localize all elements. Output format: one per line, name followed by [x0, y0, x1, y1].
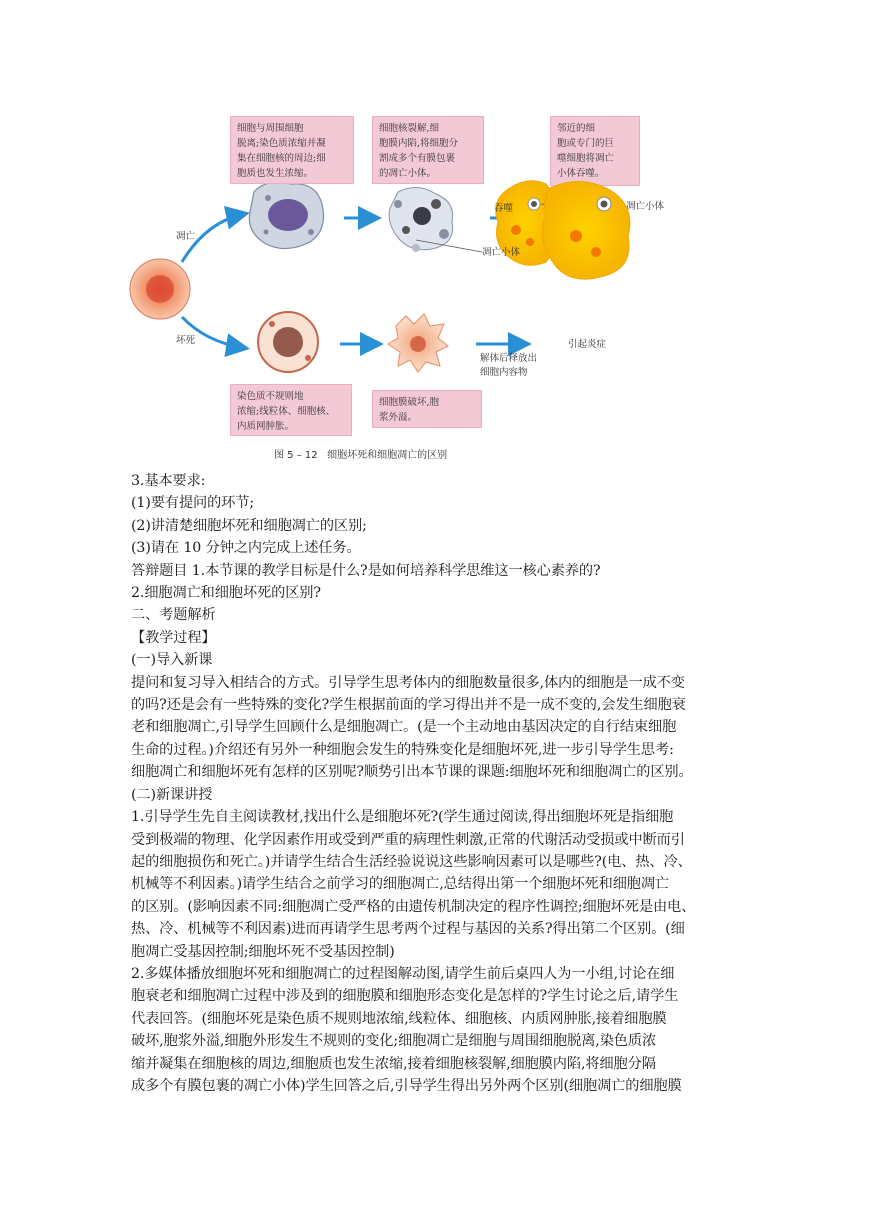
text-line: 提问和复习导入相结合的方式。引导学生思考体内的细胞数量很多,体内的细胞是一成不变: [131, 674, 685, 691]
cell-death-figure: [126, 112, 554, 464]
box-apoptosis-step2: 细胞核裂解,细 胞膜内陷,将细胞分 割成多个有膜包裹 的凋亡小体。: [372, 116, 484, 184]
text-line: 缩并凝集在细胞核的周边,细胞质也发生浓缩,接着细胞核裂解,细胞膜内陷,将细胞分隔: [131, 1055, 656, 1072]
text-line: 3.基本要求:: [131, 473, 206, 489]
phagocyte-extension: [540, 176, 660, 296]
text-line: 生命的过程。)介绍还有另外一种细胞会发生的特殊变化是细胞坏死,进一步引导学生思考:: [131, 741, 674, 758]
label-release-2: 细胞内容物: [480, 367, 528, 378]
text-line: (3)请在 10 分钟之内完成上述任务。: [131, 540, 361, 557]
label-apoptotic-body: 凋亡小体: [482, 247, 521, 258]
label-necrosis: 坏死: [176, 335, 196, 346]
label-apoptosis: 凋亡: [176, 231, 196, 242]
section-heading: 二、考题解析: [131, 607, 216, 624]
original-cell: [130, 259, 190, 319]
text-line: 热、冷、机械等不利因素)进而再请学生思考两个过程与基因的关系?得出第二个区别。(细: [131, 921, 685, 938]
text-line: 细胞凋亡和细胞坏死有怎样的区别呢?顺势引出本节课的课题:细胞坏死和细胞凋亡的区别。: [131, 764, 693, 781]
text-line: 胞衰老和细胞凋亡过程中涉及到的细胞膜和细胞形态变化是怎样的?学生讨论之后,请学生: [131, 988, 679, 1005]
text-line: 答辩题目 1.本节课的教学目标是什么?是如何培养科学思维这一核心素养的?: [131, 562, 601, 579]
burst-cell: [388, 314, 448, 372]
swollen-cell: [258, 312, 318, 372]
text-line: (2)讲清楚细胞坏死和细胞凋亡的区别;: [131, 517, 367, 534]
subsection-heading: (一)导入新课: [131, 652, 213, 669]
text-line: 1.引导学生先自主阅读教材,找出什么是细胞坏死?(学生通过阅读,得出细胞坏死是指细胞: [131, 809, 674, 826]
text-line: 老和细胞凋亡,引导学生回顾什么是细胞凋亡。(是一个主动地由基因决定的自行结束细胞: [131, 719, 677, 736]
text-line: 胞凋亡受基因控制;细胞坏死不受基因控制): [131, 943, 395, 960]
figure-caption: 图 5 – 12 细胞坏死和细胞凋亡的区别: [274, 450, 448, 461]
box-necrosis-step2: 细胞膜破坏,胞 浆外溢。: [372, 390, 482, 428]
text-line: 受到极端的物理、化学因素作用或受到严重的病理性刺激,正常的代谢活动受损或中断而引: [131, 831, 685, 848]
text-line: (1)要有提问的环节;: [131, 495, 255, 512]
condensed-cell: [249, 182, 323, 248]
label-release-1: 解体后释放出: [480, 353, 538, 364]
label-engulf: 吞噬: [494, 203, 514, 214]
label-apoptotic-body-2: 凋亡小体: [626, 201, 665, 212]
text-line: 代表回答。(细胞坏死是染色质不规则地浓缩,线粒体、细胞核、内质网肿胀,接着细胞膜: [131, 1010, 667, 1027]
text-line: 破坏,胞浆外溢,细胞外形发生不规则的变化;细胞凋亡是细胞与周围细胞脱离,染色质浓: [131, 1033, 657, 1050]
text-line: 的区别。(影响因素不同:细胞凋亡受严格的由遗传机制决定的程序性调控;细胞坏死是由电、: [131, 898, 696, 915]
text-line: 2.多媒体播放细胞坏死和细胞凋亡的过程图解动图,请学生前后桌四人为一小组,讨论在细: [131, 965, 675, 982]
box-necrosis-step1: 染色质不规则地 浓缩;线粒体、细胞核、 内质网肿胀。: [230, 384, 352, 436]
text-line: 的吗?还是会有一些特殊的变化?学生根据前面的学习得出并不是一成不变的,会发生细胞衰: [131, 697, 686, 714]
text-line: 成多个有膜包裹的凋亡小体)学生回答之后,引导学生得出另外两个区别(细胞凋亡的细胞膜: [131, 1077, 682, 1094]
label-inflammation-full: 引起炎症: [568, 339, 607, 350]
box-apoptosis-step3-full: 邻近的细 胞或专门的巨 噬细胞将凋亡 小体吞噬。: [550, 116, 640, 186]
text-line: 机械等不利因素。)请学生结合之前学习的细胞凋亡,总结得出第一个细胞坏死和细胞凋亡: [131, 876, 670, 893]
box-apoptosis-step1: 细胞与周围细胞 脱离;染色质浓缩并凝 集在细胞核的周边;细 胞质也发生浓缩。: [230, 116, 354, 184]
text-line: 起的细胞损伤和死亡。)并请学生结合生活经验说说这些影响因素可以是哪些?(电、热、冷、: [131, 853, 692, 870]
fragmenting-cell: [389, 187, 453, 252]
subsection-heading: (二)新课讲授: [131, 786, 213, 803]
body-text: [131, 470, 741, 1097]
section-heading: 【教学过程】: [131, 629, 216, 646]
text-line: 2.细胞凋亡和细胞坏死的区别?: [131, 585, 321, 602]
